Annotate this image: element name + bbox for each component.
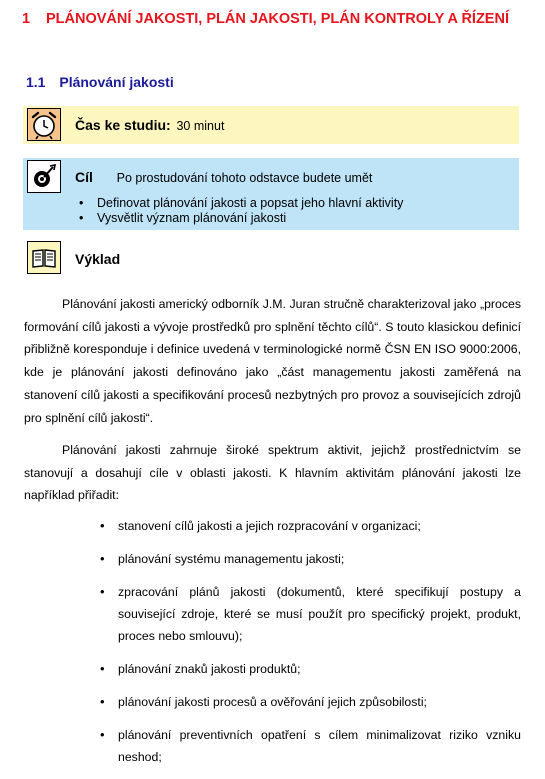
list-item: • plánování preventivních opatření s cílem minimalizovat riziko vzniku neshod; [100,724,521,768]
goal-list [77,196,403,226]
paragraph-activities-intro: Plánování jakosti zahrnuje široké spektrum aktivit, jejichž prostřednictvím se stanovují a dosahují cíle v oblasti jakosti. K hlavním aktivitám plánování jakosti lze například přiřadit: [24,443,521,503]
goal-header [75,169,372,185]
chapter-number: 1 [22,11,31,27]
study-time-value: 30 minut [176,119,225,133]
section-title: Plánování jakosti [59,74,174,90]
list-item: • plánování znaků jakosti produktů; [100,658,521,680]
alarm-clock-icon [27,108,61,141]
chapter-title: PLÁNOVÁNÍ JAKOSTI, PLÁN JAKOSTI, PLÁN KONTROLY A ŘÍZENÍ [46,11,509,27]
list-item: • plánování systému managementu jakosti; [100,548,521,570]
activities-list [100,515,521,779]
list-item: • zpracování plánů jakosti (dokumentů, které specifikují postupy a související zdroje, které se musí použít pro specifický projekt, produkt, proces nebo smlouvu); [100,581,521,647]
section-heading [26,74,174,90]
goal-intro: Po prostudování tohoto odstavce budete umět [116,171,373,185]
study-time-text [75,117,224,133]
target-icon [27,160,61,193]
goal-item: • Definovat plánování jakosti a popsat jeho hlavní aktivity [77,196,403,211]
goal-item: • Vysvětlit význam plánování jakosti [77,211,403,226]
section-number: 1.1 [26,74,46,90]
study-time-box [23,106,519,144]
list-item: • stanovení cílů jakosti a jejich rozpracování v organizaci; [100,515,521,537]
study-time-label: Čas ke studiu: [75,117,171,133]
chapter-heading [22,10,522,28]
paragraph-definition: Plánování jakosti americký odborník J.M. Juran stručně charakterizoval jako „proces formování cílů jakosti a vývoje prostředků pro splnění těchto cílů“. S touto klasickou definicí přibližně koresponduje i definice uvedená v terminologické normě ČSN EN ISO 9000:2006, kde je plánování jakosti definováno jako „část managementu jakosti zaměřená na stanovení cílů jakosti a specifikování procesů nezbytných pro provoz a souvisejících zdrojů pro splnění cílů jakosti“. [24,297,521,425]
explanation-heading: Výklad [75,251,121,267]
list-item: • plánování jakosti procesů a ověřování jejich způsobilosti; [100,691,521,713]
book-icon [27,241,61,274]
goal-label: Cíl [75,169,93,185]
goal-box [23,158,519,230]
